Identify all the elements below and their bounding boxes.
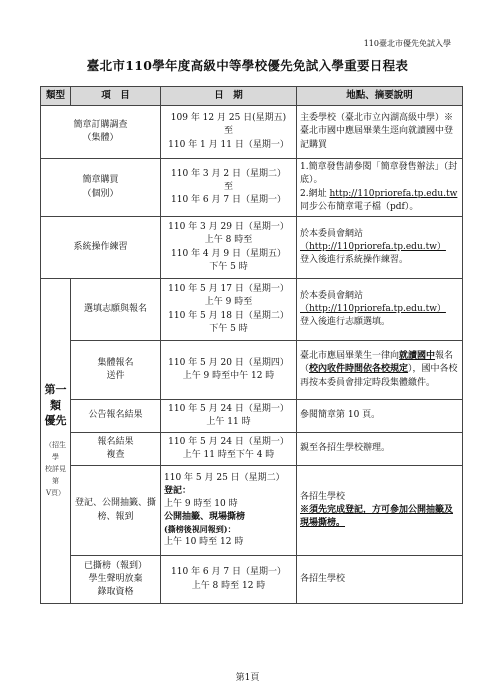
website-link[interactable]: http://110priorefa.tp.edu.tw	[329, 188, 458, 199]
date-cell: 110 年 5 月 25 日（星期二） 登記： 上午 9 時至 10 時 公開抽籤、現場撕榜 (撕榜後視同報到)： 上午 10 時至 12 時	[161, 466, 297, 556]
note-cell: 各招生學校	[297, 556, 463, 604]
category-cell	[41, 279, 71, 604]
page-header: 110臺北市優先免試入學	[363, 39, 451, 48]
date-cell: 110 年 3 月 2 日（星期二） 至 110 年 6 月 7 日（星期一）	[161, 159, 297, 217]
note-cell: 參閱簡章第 10 頁。	[297, 400, 463, 433]
item-cell: 選填志願與報名	[71, 279, 161, 341]
item-cell: 系統操作練習	[41, 217, 161, 279]
page-number: 第1頁	[235, 673, 260, 683]
col-header-date: 日 期	[161, 87, 297, 106]
note-cell: 於本委員會網站 （http://110priorefa.tp.edu.tw） 登入後進行志願選填。	[297, 279, 463, 341]
item-cell: 簡章訂購調查 （集體）	[41, 106, 161, 159]
note-cell: 1.簡章發售請參閱「簡章發售辦法」（封底）。 2.網址 http://110priorefa.tp.edu.tw 同步公布簡章電子檔（pdf）。	[297, 159, 463, 217]
category-label: 第一類 優先	[44, 383, 67, 427]
col-header-item: 項 目	[71, 87, 161, 106]
date-cell: 110 年 5 月 24 日（星期一） 上午 11 時	[161, 400, 297, 433]
note-cell: 各招生學校 ※須先完成登記，方可參加公開抽籤及現場撕榜。	[297, 466, 463, 556]
table-row	[41, 341, 463, 400]
date-cell: 110 年 6 月 7 日（星期一） 上午 8 時至 12 時	[161, 556, 297, 604]
note-cell: 親至各招生學校辦理。	[297, 433, 463, 466]
document-title: 臺北市110學年度高級中等學校優先免試入學重要日程表	[86, 58, 409, 73]
schedule-table	[40, 86, 463, 604]
item-cell: 簡章購買 （個別）	[41, 159, 161, 217]
table-header-row	[41, 87, 463, 106]
table-row	[41, 106, 463, 159]
table-row	[41, 433, 463, 466]
date-cell: 110 年 5 月 17 日（星期一） 上午 9 時至 110 年 5 月 18 日（星期二） 下午 5 時	[161, 279, 297, 341]
table-row	[41, 159, 463, 217]
website-link[interactable]: （http://110priorefa.tp.edu.tw）	[300, 303, 446, 314]
date-cell: 110 年 5 月 20 日（星期四） 上午 9 時至中午 12 時	[161, 341, 297, 400]
table-row	[41, 556, 463, 604]
date-cell: 110 年 3 月 29 日（星期一） 上午 8 時至 110 年 4 月 9 日（星期五） 下午 5 時	[161, 217, 297, 279]
item-cell: 公告報名結果	[71, 400, 161, 433]
table-row	[41, 279, 463, 341]
col-header-note: 地點、摘要說明	[297, 87, 463, 106]
table-row	[41, 400, 463, 433]
note-cell: 臺北市應屆畢業生一律向就讀國中報名（校內收件時間依各校規定），國中各校再按本委員會排定時段集體繳件。	[297, 341, 463, 400]
item-cell: 已撕榜（報到） 學生聲明放棄 錄取資格	[71, 556, 161, 604]
category-note: （招生學 校詳見第 Ⅴ頁）	[45, 441, 66, 497]
item-cell: 登記、公開抽籤、撕榜、報到	[71, 466, 161, 556]
item-cell: 報名結果 複查	[71, 433, 161, 466]
col-header-type: 類型	[41, 87, 71, 106]
website-link[interactable]: （http://110priorefa.tp.edu.tw）	[300, 241, 446, 252]
note-cell: 於本委員會網站 （http://110priorefa.tp.edu.tw） 登入後進行系統操作練習。	[297, 217, 463, 279]
date-cell: 110 年 5 月 24 日（星期一） 上午 11 時至下午 4 時	[161, 433, 297, 466]
item-cell: 集體報名 送件	[71, 341, 161, 400]
table-row	[41, 217, 463, 279]
note-cell: 主委學校（臺北市立內湖高級中學）※臺北市國中應屆畢業生逕向就讀國中登記購買	[297, 106, 463, 159]
date-cell: 109 年 12 月 25 日(星期五) 至 110 年 1 月 11 日（星期一）	[161, 106, 297, 159]
table-row	[41, 466, 463, 556]
